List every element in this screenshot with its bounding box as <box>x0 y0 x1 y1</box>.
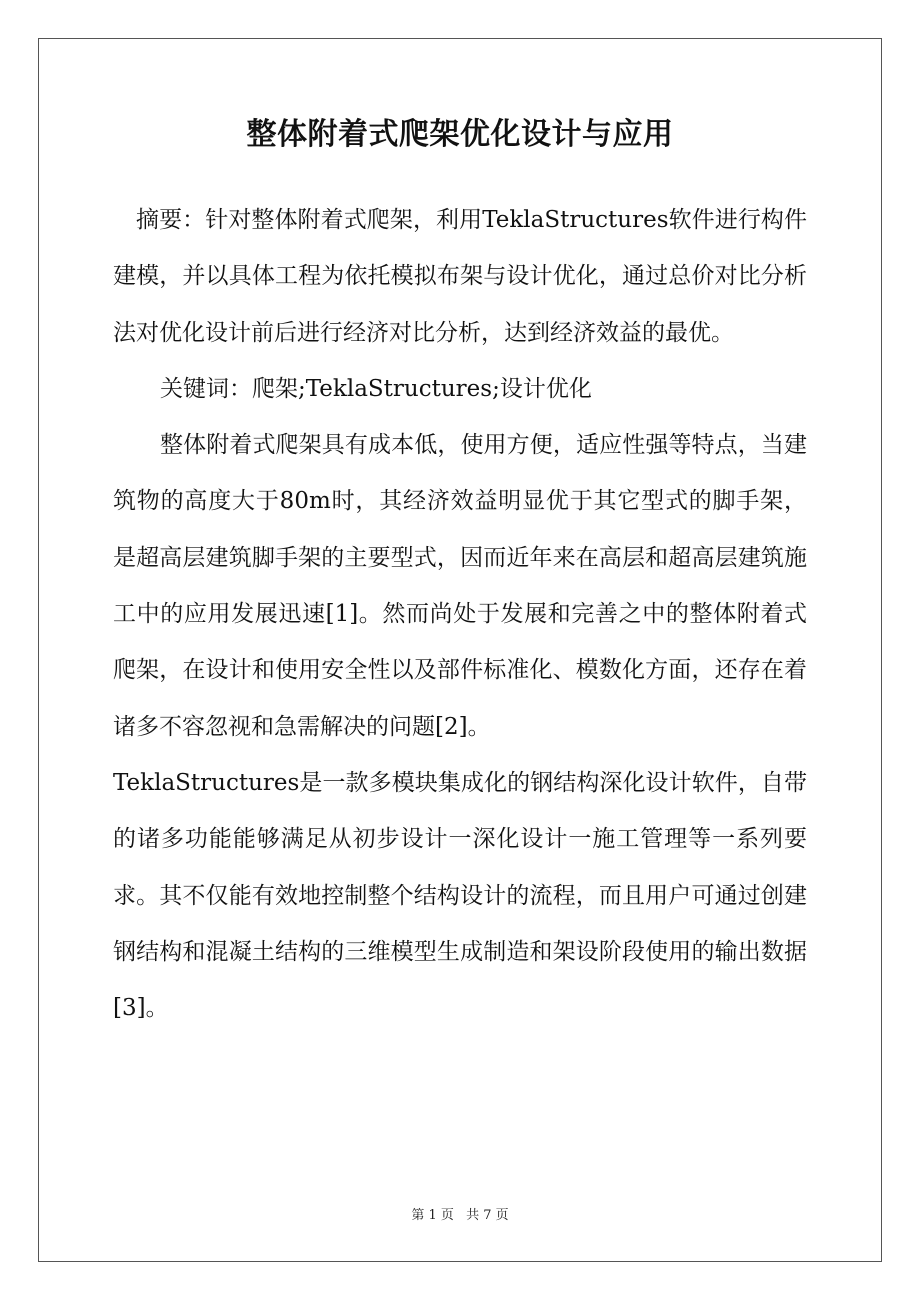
keywords-paragraph: 关键词：爬架;TeklaStructures;设计优化 <box>160 375 592 402</box>
page-footer <box>0 1206 920 1226</box>
abstract-paragraph: 摘要：针对整体附着式爬架，利用TeklaStructures软件进行构件建模，并以具体工程为依托模拟布架与设计优化，通过总价对比分析法对优化设计前后进行经济对比分析，达到经济效益的最优。 <box>113 207 807 346</box>
software-paragraph: TeklaStructures是一款多模块集成化的钢结构深化设计软件，自带的诸多功能能够满足从初步设计一深化设计一施工管理等一系列要求。其不仅能有效地控制整个结构设计的流程，而且用户可通过创建钢结构和混凝土结构的三维模型生成制造和架设阶段使用的输出数据[3]。 <box>113 769 807 1022</box>
document-title: 整体附着式爬架优化设计与应用 <box>246 117 674 152</box>
intro-paragraph: 整体附着式爬架具有成本低，使用方便，适应性强等特点，当建筑物的高度大于80m时，其经济效益明显优于其它型式的脚手架，是超高层建筑脚手架的主要型式，因而近年来在高层和超高层建筑施工中的应用发展迅速[1]。然而尚处于发展和完善之中的整体附着式爬架，在设计和使用安全性以及部件标准化、模数化方面，还存在着诸多不容忽视和急需解决的问题[2]。 <box>113 432 807 740</box>
page-number: 第 1 页 <box>411 1208 454 1223</box>
page-total: 共 7 页 <box>466 1208 509 1223</box>
document-body <box>113 192 807 1036</box>
